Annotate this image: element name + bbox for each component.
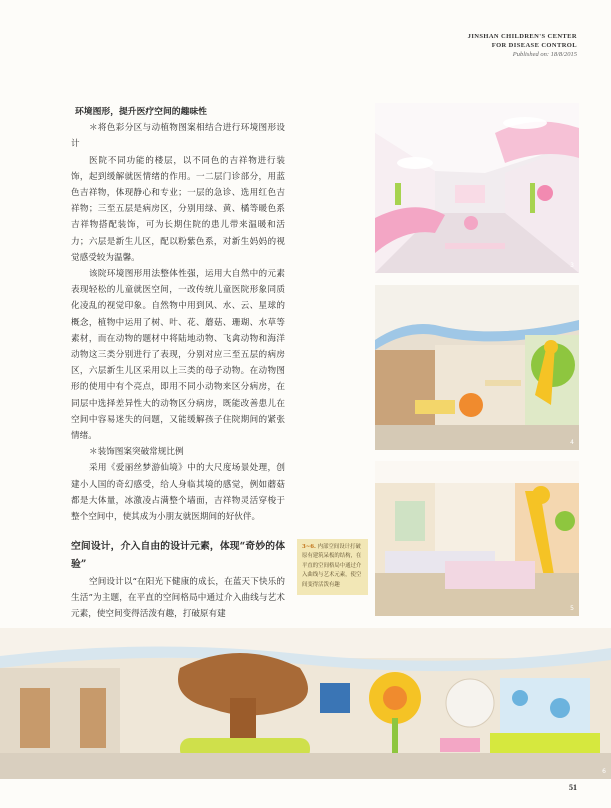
- paragraph-nature: 该院环境图形用法整体性强，运用大自然中的元素表现轻松的儿童就医空间，一改传统儿童医院形象同质化凌乱的视觉印象。自然物中用到风、水、云、星球的概念，植物中运用了树、叶、花、蘑菇、珊瑚、水草等素材，而在动物的题材中将陆地动物、飞禽动物和海洋动物这三类分别进行了表现，分别对应三至五层的病房区，六层新生儿区采用以上三类的母子动物。在动物图形的使用中有个亮点，即用不同小动物来区分病房，在同层中选择差异性大的动物区分病房，既能改善患儿在空间中容易迷失的问题，又能缓解孩子住院期间的紧张情绪。: [71, 269, 285, 442]
- section-2-heading: [71, 538, 285, 574]
- section-heading: 环境图形，提升医疗空间的趣味性: [75, 107, 207, 117]
- section-2: [71, 538, 285, 623]
- caption-text: 内部空间设计打破原有建筑呆板的结构，在平直的空间格局中通过介入曲线与艺术元素，使空间变得活泼有趣: [302, 544, 362, 588]
- image-number-6: 6: [602, 768, 606, 775]
- caption-label: 3~6.: [302, 544, 316, 550]
- section-2-heading-b: “奇妙的体验”: [71, 541, 285, 570]
- paragraph-floors: 医院不同功能的楼层，以不同色的吉祥物进行装饰，起到缓解就医情绪的作用。一二层门诊部分，用蓝色吉祥物，体现静心和专业；一层的急诊、选用红色吉祥物；三至五层是病房区，分别用绿、黄、橘等暖色系吉祥物搭配装饰，可为长期住院的患儿带来温暖和活力；六层是新生儿区，配以粉紫色系，对新生妈妈的视觉感受较为温馨。: [71, 155, 285, 263]
- page-header: [468, 32, 577, 59]
- image-number-3: 3: [570, 262, 574, 269]
- bullet-scale: ＊装饰图案突破常规比例: [89, 447, 184, 458]
- main-text-column: [71, 104, 285, 525]
- paragraph-space: 空间设计以“在阳光下健康的成长，在蓝天下快乐的生活”为主题，在平直的空间格局中通过介入曲线与艺术元素，使空间变得活泼有趣，打破原有建: [71, 577, 285, 620]
- image-number-4: 4: [570, 439, 574, 446]
- header-line-2: FOR DISEASE CONTROL: [491, 42, 577, 49]
- photo-waiting-area: [375, 285, 579, 450]
- photo-corridor: [375, 103, 579, 273]
- image-caption: [297, 539, 368, 595]
- paragraph-alice: 采用《爱丽丝梦游仙境》中的大尺度场景处理，创建小人国的奇幻感受，给人身临其境的感觉，例如蘑菇都是大体量，冰激凌占满整个墙面，吉祥物灵活穿梭于整个空间中，使其成为小朋友就医期间的好伙伴。: [71, 463, 285, 523]
- photo-patient-room: [375, 461, 579, 616]
- image-number-5: 5: [570, 605, 574, 612]
- bullet-color-zoning: ＊将色彩分区与动植物图案相结合进行环境图形设计: [71, 123, 285, 150]
- header-published: Published on: 18/8/2015: [512, 51, 577, 58]
- section-2-heading-a: 空间设计，介入自由的设计元素，体现: [71, 541, 240, 552]
- header-line-1: JINSHAN CHILDREN'S CENTER: [467, 33, 577, 40]
- page-number: 51: [569, 783, 577, 792]
- photo-lobby-panorama: [0, 628, 611, 779]
